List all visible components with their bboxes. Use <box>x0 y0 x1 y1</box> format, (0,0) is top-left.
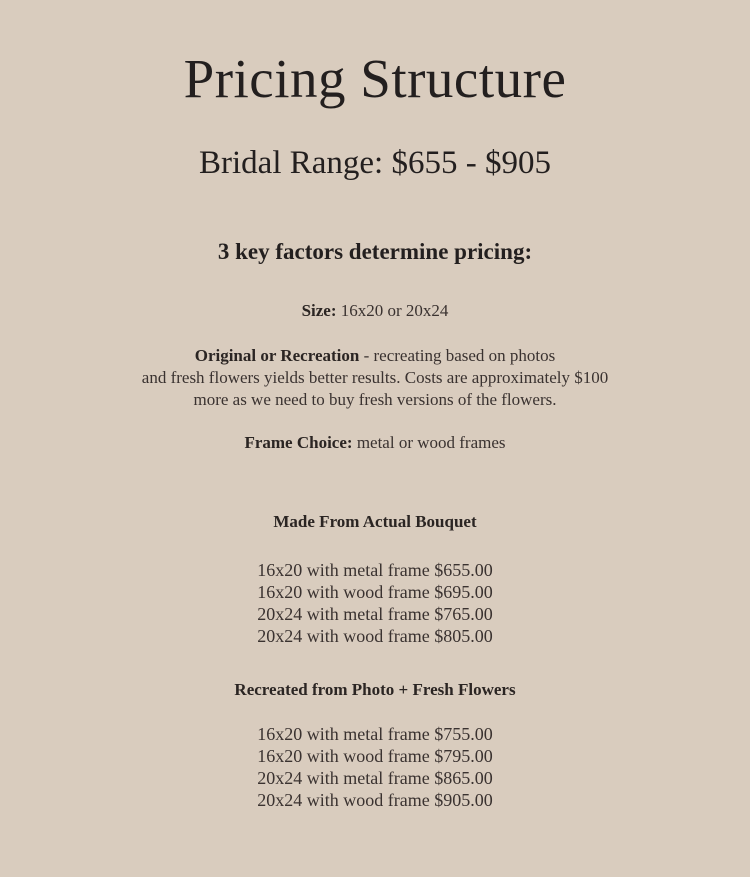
made-from-bouquet-heading: Made From Actual Bouquet <box>273 512 477 531</box>
original-factor-label: Original or Recreation <box>194 346 360 365</box>
list-item: 20x24 with metal frame $865.00 <box>257 768 493 788</box>
size-factor-text: 16x20 or 20x24 <box>336 301 449 320</box>
original-or-recreation-factor <box>0 345 750 411</box>
size-factor-label: Size: <box>301 301 337 320</box>
made-from-bouquet-price-list <box>0 559 750 647</box>
original-factor-line-1 <box>0 345 750 367</box>
original-factor-text-3: more as we need to buy fresh versions of the flowers. <box>193 390 557 409</box>
list-item: 20x24 with metal frame $765.00 <box>257 604 493 624</box>
list-item: 16x20 with wood frame $795.00 <box>257 746 493 766</box>
frame-factor <box>0 432 750 454</box>
recreated-heading: Recreated from Photo + Fresh Flowers <box>234 680 516 699</box>
factors-heading: 3 key factors determine pricing: <box>217 239 533 264</box>
list-item: 16x20 with metal frame $655.00 <box>257 560 493 580</box>
list-item: 20x24 with wood frame $805.00 <box>257 626 493 646</box>
recreated-price-list <box>0 723 750 811</box>
size-factor <box>0 300 750 322</box>
original-factor-text-2: and fresh flowers yields better results. Costs are approximately $100 <box>141 368 609 387</box>
list-item: 16x20 with wood frame $695.00 <box>257 582 493 602</box>
frame-factor-label: Frame Choice: <box>244 433 353 452</box>
frame-factor-text: metal or wood frames <box>352 433 506 452</box>
list-item: 20x24 with wood frame $905.00 <box>257 790 493 810</box>
list-item: 16x20 with metal frame $755.00 <box>257 724 493 744</box>
page-title: Pricing Structure <box>183 48 567 109</box>
bridal-range-subtitle: Bridal Range: $655 - $905 <box>199 145 551 181</box>
original-factor-text-1: - recreating based on photos <box>359 346 556 365</box>
